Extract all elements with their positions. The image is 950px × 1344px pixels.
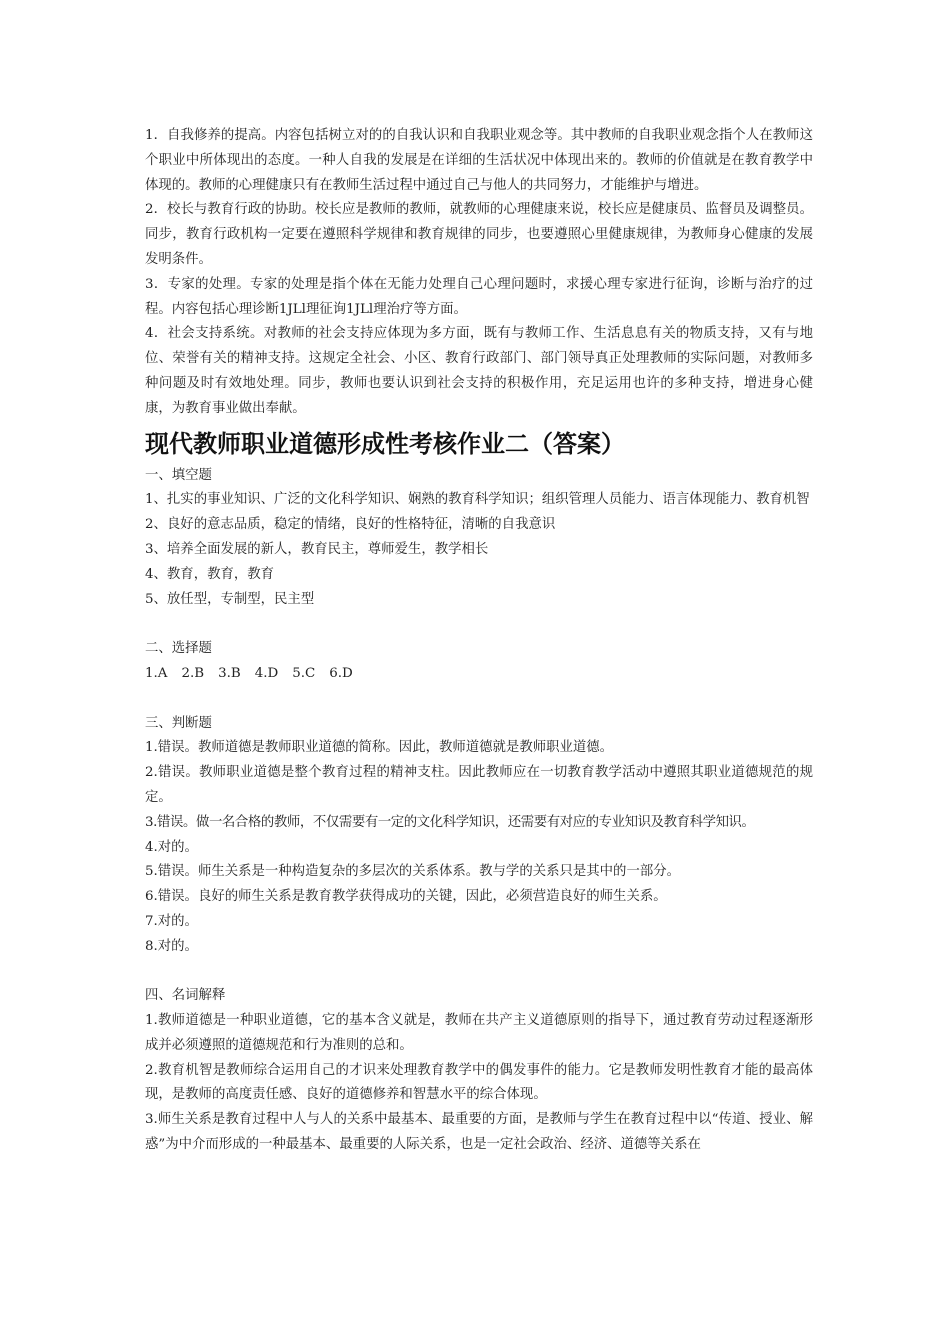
choice-answers [145,662,813,687]
section-heading-terms: 四、名词解释 [145,988,226,1004]
section-heading-choice: 二、选择题 [145,641,212,657]
intro-paragraph-1: 1．自我修养的提高。内容包括树立对的的自我认识和自我职业观念等。其中教师的自我职业观念指个人在教师这个职业中所体现出的态度。一种人自我的发展是在详细的生活状况中体现出来的。教师的价值就是在教育教学中体现的。教师的心理健康只有在教师生活过程中通过自己与他人的共同努力，才能维护与增进。 [145,128,813,193]
judgement-item: 2.错误。教师职业道德是整个教育过程的精神支柱。因此教师应在一切教育教学活动中遵照其职业道德规范的规定。 [145,765,813,805]
term-item: 3.师生关系是教育过程中人与人的关系中最基本、最重要的方面，是教师与学生在教育过程中以“传道、授业、解惑”为中介而形成的一种最基本、最重要的人际关系，也是一定社会政治、经济、道德等关系在 [145,1112,813,1153]
judgement-item: 3.错误。做一名合格的教师，不仅需要有一定的文化科学知识，还需要有对应的专业知识及教育科学知识。 [145,814,755,830]
judgement-item: 6.错误。良好的师生关系是教育教学获得成功的关键，因此，必须营造良好的师生关系。 [145,889,667,905]
intro-paragraph-3: 3．专家的处理。专家的处理是指个体在无能力处理自己心理问题时，求援心理专家进行征询，诊断与治疗的过程。内容包括心理诊断1JLl理征询1JLl理治疗等方面。 [145,276,813,317]
judgement-item: 4.对的。 [145,839,198,855]
judgement-item: 5.错误。师生关系是一种构造复杂的多层次的关系体系。教与学的关系只是其中的一部分。 [145,864,681,880]
term-item: 1.教师道德是一种职业道德，它的基本含义就是，教师在共产主义道德原则的指导下，通过教育劳动过程逐渐形成并必须遵照的道德规范和行为准则的总和。 [145,1013,813,1053]
choice-answer: 6.D [329,665,353,681]
intro-paragraph-4: 4．社会支持系统。对教师的社会支持应体现为多方面，既有与教师工作、生活息息有关的物质支持，又有与地位、荣誉有关的精神支持。这规定全社会、小区、教育行政部门、部门领导真正处理教师的实际问题，对教师多种问题及时有效地处理。同步，教师也要认识到社会支持的积极作用，充足运用也许的多种支持，增进身心健康，为教育事业做出奉献。 [145,326,813,416]
choice-answer: 1.A [145,665,168,681]
spacer [145,687,813,712]
section-heading-fill-blank: 一、填空题 [145,467,212,483]
section-heading-judgement: 三、判断题 [145,715,212,731]
choice-answer: 3.B [218,665,241,681]
fill-blank-item: 1、扎实的事业知识、广泛的文化科学知识、娴熟的教育科学知识；组织管理人员能力、语言体现能力、教育机智 [145,492,810,508]
choice-answer: 4.D [254,665,279,681]
document-title: 现代教师职业道德形成性考核作业二（答案） [145,429,625,458]
spacer [145,960,813,985]
fill-blank-item: 3、培养全面发展的新人，教育民主，尊师爱生，教学相长 [145,541,489,557]
fill-blank-item: 5、放任型，专制型，民主型 [145,591,315,607]
term-item: 2.教育机智是教师综合运用自己的才识来处理教育教学中的偶发事件的能力。它是教师发明性教育才能的最高体现，是教师的高度责任感、良好的道德修养和智慧水平的综合体现。 [145,1062,813,1103]
spacer [145,612,813,637]
choice-answer: 2.B [181,665,205,681]
judgement-item: 8.对的。 [145,938,198,954]
judgement-item: 7.对的。 [145,913,198,929]
document-page [145,124,813,1158]
fill-blank-item: 4、教育，教育，教育 [145,566,275,582]
intro-paragraph-2: 2．校长与教育行政的协助。校长应是教师的教师，就教师的心理健康来说，校长应是健康员、监督员及调整员。同步，教育行政机构一定要在遵照科学规律和教育规律的同步，也要遵照心里健康规律，为教师身心健康的发展发明条件。 [145,202,813,267]
fill-blank-item: 2、良好的意志品质，稳定的情绪，良好的性格特征，清晰的自我意识 [145,517,556,533]
choice-answer: 5.C [292,665,316,681]
judgement-item: 1.错误。教师道德是教师职业道德的简称。因此，教师道德就是教师职业道德。 [145,740,614,756]
